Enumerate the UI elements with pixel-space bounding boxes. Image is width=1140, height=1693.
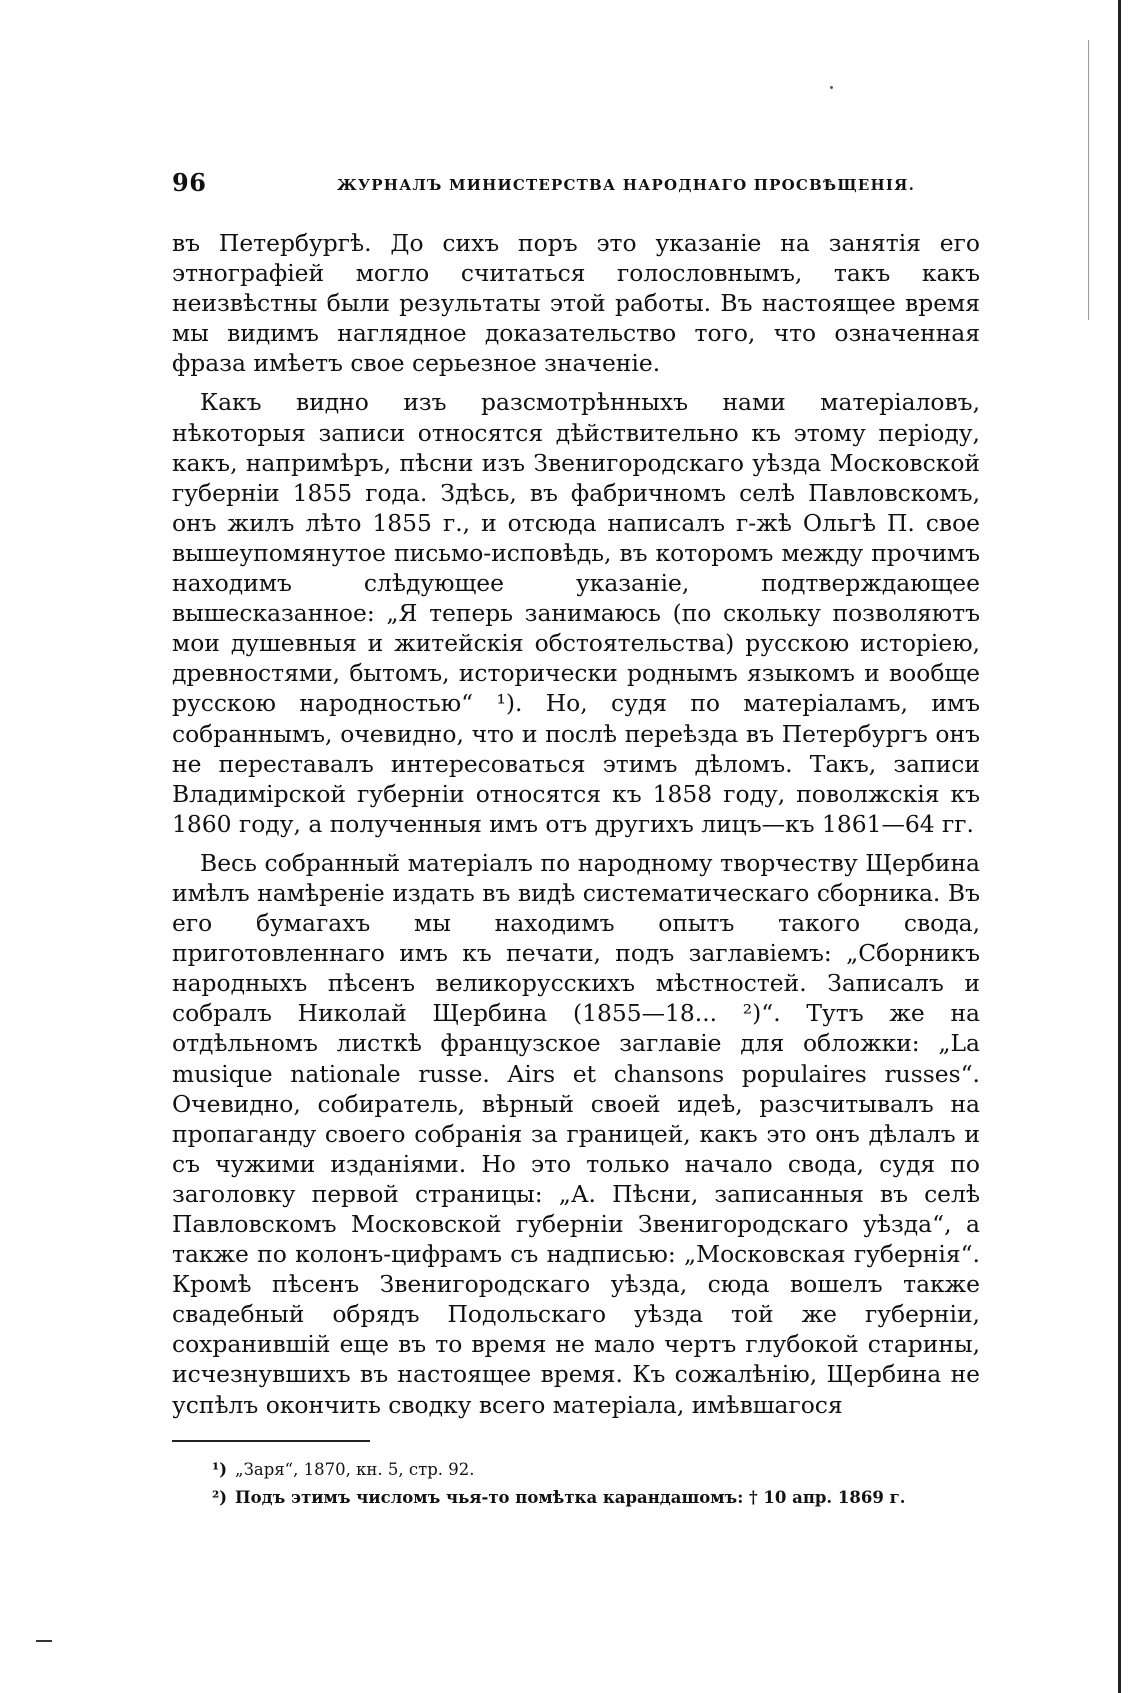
paragraph: въ Петербургѣ. До сихъ поръ это указаніе на занятія его этнографіей могло считаться голословнымъ, такъ какъ неизвѣстны были результаты этой работы. Въ настоящее время мы видимъ наглядное доказательство того, что означенная фраза имѣетъ свое серьезное значеніе. <box>172 229 980 378</box>
footnote <box>212 1456 980 1484</box>
scan-margin-mark <box>36 1640 52 1642</box>
footnote-divider <box>172 1440 370 1442</box>
journal-title: ЖУРНАЛЪ МИНИСТЕРСТВА НАРОДНАГО ПРОСВѢЩЕНІЯ. <box>336 176 915 194</box>
scan-fold-line <box>1088 40 1089 320</box>
page-number: 96 <box>172 168 207 197</box>
paragraph: Весь собранный матеріалъ по народному творчеству Щербина имѣлъ намѣреніе издать въ видѣ систематическаго сборника. Въ его бумагахъ мы находимъ опытъ такого свода, приготовленнаго имъ къ печати, подъ заглавіемъ: „Сборникъ народныхъ пѣсенъ великорусскихъ мѣстностей. Записалъ и собралъ Николай Щербина (1855—18... ²)“. Тутъ же на отдѣльномъ листкѣ французское заглавіе для обложки: „La musique nationale russe. Airs et chansons populaires russes“. Очевидно, собиратель, вѣрный своей идеѣ, разсчитывалъ на пропаганду своего собранія за границей, какъ это онъ дѣлалъ и съ чужими изданіями. Но это только начало свода, судя по заголовку первой страницы: „А. Пѣсни, записанныя въ селѣ Павловскомъ Московской губерніи Звенигородскаго уѣзда“, а также по колонъ-цифрамъ съ надписью: „Московская губернія“. Кромѣ пѣсенъ Звенигородскаго уѣзда, сюда вошелъ также свадебный обрядъ Подольскаго уѣзда той же губерніи, сохранившій еще въ то время не мало чертъ глубокой старины, исчезнувшихъ въ настоящее время. Къ сожалѣнію, Щербина не успѣлъ окончить сводку всего матеріала, имѣвшагося <box>172 848 980 1419</box>
footnote-marker: ¹) <box>212 1459 228 1479</box>
footnote-text: „Заря“, 1870, кн. 5, стр. 92. <box>235 1459 475 1479</box>
footnote <box>212 1484 980 1512</box>
footnote-marker: ²) <box>212 1487 228 1507</box>
page-content <box>172 168 980 1512</box>
footnote-text: Подъ этимъ числомъ чья-то помѣтка карандашомъ: † 10 апр. 1869 г. <box>235 1487 906 1507</box>
footnotes <box>172 1456 980 1512</box>
body-text <box>172 228 980 1420</box>
running-head <box>172 168 980 202</box>
scan-speck <box>830 86 833 89</box>
scan-border-right <box>1118 0 1121 1693</box>
paragraph: Какъ видно изъ разсмотрѣнныхъ нами матеріаловъ, нѣкоторыя записи относятся дѣйствительно къ этому періоду, какъ, напримѣръ, пѣсни изъ Звенигородскаго уѣзда Московской губерніи 1855 года. Здѣсь, въ фабричномъ селѣ Павловскомъ, онъ жилъ лѣто 1855 г., и отсюда написалъ г-жѣ Ольгѣ П. свое вышеупомянутое письмо-исповѣдь, въ которомъ между прочимъ находимъ слѣдующее указаніе, подтверждающее вышесказанное: „Я теперь занимаюсь (по скольку позволяютъ мои душевныя и житейскія обстоятельства) русскою исторіею, древностями, бытомъ, исторически роднымъ языкомъ и вообще русскою народностью“ ¹). Но, судя по матеріаламъ, имъ собраннымъ, очевидно, что и послѣ переѣзда въ Петербургъ онъ не переставалъ интересоваться этимъ дѣломъ. Такъ, записи Владимірской губерніи относятся къ 1858 году, поволжскія къ 1860 году, а полученныя имъ отъ другихъ лицъ—къ 1861—64 гг. <box>172 388 980 838</box>
